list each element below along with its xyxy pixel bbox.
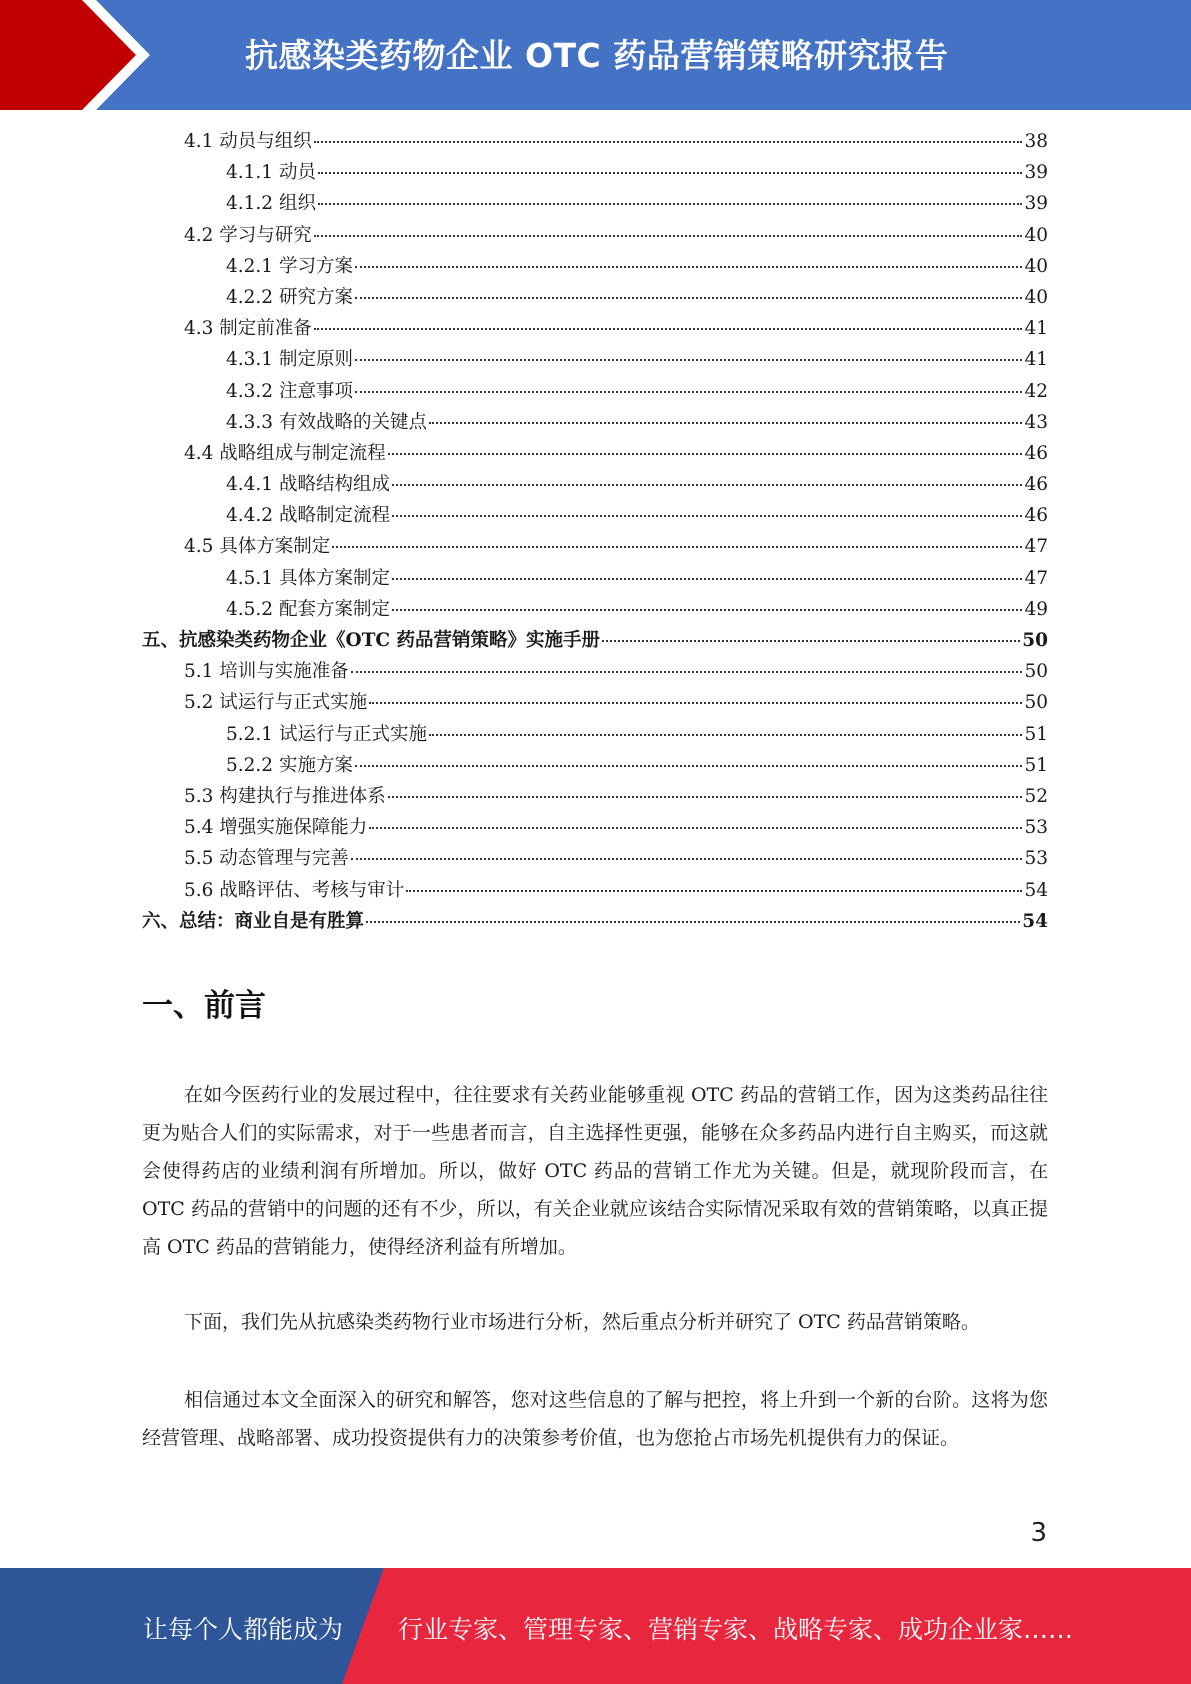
toc-dot-leader xyxy=(392,515,1022,517)
toc-entry-title: 五、抗感染类药物企业《OTC 药品营销策略》实施手册 xyxy=(142,630,601,651)
toc-entry-page: 47 xyxy=(1024,567,1048,589)
toc-dot-leader xyxy=(602,640,1020,642)
toc-entry[interactable] xyxy=(142,907,1048,938)
toc-entry[interactable] xyxy=(142,688,1048,719)
toc-entry-title: 5.3 构建执行与推进体系 xyxy=(184,785,386,807)
toc-entry-title: 5.5 动态管理与完善 xyxy=(184,848,349,870)
section-heading: 一、前言 xyxy=(142,988,266,1024)
toc-entry-page: 46 xyxy=(1024,505,1048,527)
toc-dot-leader xyxy=(355,391,1023,393)
toc-entry[interactable] xyxy=(142,876,1048,907)
toc-entry[interactable] xyxy=(142,314,1048,345)
toc-entry-page: 42 xyxy=(1024,380,1048,402)
toc-entry[interactable] xyxy=(142,564,1048,595)
toc-entry[interactable] xyxy=(142,844,1048,875)
toc-entry[interactable] xyxy=(142,595,1048,626)
toc-entry-page: 52 xyxy=(1024,785,1048,807)
toc-entry-title: 4.3.3 有效战略的关键点 xyxy=(226,411,427,433)
toc-entry[interactable] xyxy=(142,720,1048,751)
toc-entry-title: 六、总结：商业自是有胜算 xyxy=(142,910,365,932)
toc-entry-page: 43 xyxy=(1024,411,1048,433)
toc-entry-title: 4.5.2 配套方案制定 xyxy=(226,598,390,620)
toc-dot-leader xyxy=(355,266,1023,268)
header-banner xyxy=(0,0,1191,110)
intro-paragraph-3: 相信通过本文全面深入的研究和解答，您对这些信息的了解与把控，将上升到一个新的台阶。这将为您经营管理、战略部署、成功投资提供有力的决策参考价值，也为您抢占市场先机提供有力的保证。 xyxy=(142,1389,1048,1449)
toc-entry-title: 4.3.2 注意事项 xyxy=(226,380,353,402)
toc-entry-page: 53 xyxy=(1024,817,1048,839)
toc-dot-leader xyxy=(406,890,1022,892)
toc-dot-leader xyxy=(351,858,1023,860)
toc-entry-title: 4.1 动员与组织 xyxy=(184,131,312,152)
toc-dot-leader xyxy=(355,359,1023,361)
toc-dot-leader xyxy=(355,297,1023,299)
footer-slogan: 让每个人都能成为 xyxy=(143,1615,344,1644)
toc-entry-page: 49 xyxy=(1024,598,1048,620)
toc-entry-title: 4.3.1 制定原则 xyxy=(226,349,353,371)
toc-entry-title: 5.1 培训与实施准备 xyxy=(184,661,349,683)
toc-entry-title: 4.5 具体方案制定 xyxy=(184,536,331,558)
toc-entry[interactable] xyxy=(142,782,1048,813)
toc-entry-title: 4.4.2 战略制定流程 xyxy=(226,505,390,527)
toc-entry-title: 4.5.1 具体方案制定 xyxy=(226,567,390,589)
toc-entry-page: 39 xyxy=(1024,193,1048,215)
toc-entry-page: 39 xyxy=(1024,162,1048,184)
table-of-contents xyxy=(142,127,1048,938)
toc-entry-title: 5.2 试运行与正式实施 xyxy=(184,692,368,714)
toc-dot-leader xyxy=(314,235,1023,237)
intro-paragraph-1: 在如今医药行业的发展过程中，往往要求有关药业能够重视 OTC 药品的营销工作，因为这类药品往往更为贴合人们的实际需求，对于一些患者而言，自主选择性更强，能够在众多药品内进行自主购买，而这就会使得药店的业绩利润有所增加。所以，做好 OTC 药品的营销工作尤为关键。但是，就现阶段而言，在 OTC 药品的营销中的问题的还有不少，所以，有关企业就应该结合实际情况采取有效的营销策略，以真正提高 OTC 药品的营销能力，使得经济利益有所增加。 xyxy=(142,1084,1048,1258)
footer-expert-list: 行业专家、管理专家、营销专家、战略专家、成功企业家…… xyxy=(398,1615,1074,1644)
toc-entry-page: 38 xyxy=(1024,131,1048,152)
toc-entry-title: 4.4.1 战略结构组成 xyxy=(226,474,390,496)
toc-entry[interactable] xyxy=(142,813,1048,844)
toc-entry-page: 51 xyxy=(1024,754,1048,776)
intro-paragraph-2: 下面，我们先从抗感染类药物行业市场进行分析，然后重点分析并研究了 OTC 药品营销策略。 xyxy=(184,1311,980,1333)
toc-entry-title: 4.1.1 动员 xyxy=(226,162,316,184)
toc-entry[interactable] xyxy=(142,501,1048,532)
toc-dot-leader xyxy=(392,609,1022,611)
toc-entry-title: 5.2.2 实施方案 xyxy=(226,754,353,776)
toc-dot-leader xyxy=(429,422,1022,424)
toc-entry-page: 50 xyxy=(1024,661,1048,683)
toc-entry[interactable] xyxy=(142,657,1048,688)
toc-entry-page: 53 xyxy=(1024,848,1048,870)
toc-entry-page: 54 xyxy=(1022,910,1048,932)
toc-entry[interactable] xyxy=(142,626,1048,657)
toc-entry[interactable] xyxy=(142,127,1048,158)
toc-entry-page: 50 xyxy=(1022,630,1048,651)
toc-dot-leader xyxy=(332,546,1022,548)
toc-entry-page: 40 xyxy=(1024,286,1048,308)
toc-entry-page: 51 xyxy=(1024,723,1048,745)
toc-entry[interactable] xyxy=(142,408,1048,439)
toc-entry[interactable] xyxy=(142,751,1048,782)
toc-entry[interactable] xyxy=(142,439,1048,470)
toc-dot-leader xyxy=(314,141,1023,143)
toc-entry-title: 5.4 增强实施保障能力 xyxy=(184,817,368,839)
report-title: 抗感染类药物企业 OTC 药品营销策略研究报告 xyxy=(245,36,949,75)
toc-entry[interactable] xyxy=(142,252,1048,283)
toc-dot-leader xyxy=(318,203,1023,205)
toc-entry-page: 46 xyxy=(1024,474,1048,496)
toc-entry[interactable] xyxy=(142,532,1048,563)
toc-entry[interactable] xyxy=(142,158,1048,189)
toc-entry-page: 40 xyxy=(1024,255,1048,277)
toc-entry-title: 4.3 制定前准备 xyxy=(184,318,312,340)
footer-banner xyxy=(0,1568,1191,1684)
toc-entry-title: 4.1.2 组织 xyxy=(226,193,316,215)
page-number: 3 xyxy=(1030,1518,1047,1548)
toc-dot-leader xyxy=(355,765,1023,767)
toc-dot-leader xyxy=(429,734,1022,736)
toc-entry-page: 54 xyxy=(1024,879,1048,901)
toc-dot-leader xyxy=(392,484,1022,486)
toc-entry-title: 4.2 学习与研究 xyxy=(184,224,312,246)
toc-dot-leader xyxy=(318,172,1023,174)
toc-dot-leader xyxy=(388,453,1023,455)
toc-entry-title: 4.4 战略组成与制定流程 xyxy=(184,442,386,464)
toc-dot-leader xyxy=(366,921,1020,923)
toc-entry-title: 4.2.2 研究方案 xyxy=(226,286,353,308)
toc-entry[interactable] xyxy=(142,345,1048,376)
toc-dot-leader xyxy=(369,702,1022,704)
toc-entry-title: 5.6 战略评估、考核与审计 xyxy=(184,879,405,901)
toc-entry-page: 41 xyxy=(1024,349,1048,371)
toc-entry[interactable] xyxy=(142,221,1048,252)
toc-dot-leader xyxy=(369,827,1022,829)
toc-entry[interactable] xyxy=(142,377,1048,408)
toc-entry[interactable] xyxy=(142,283,1048,314)
toc-entry-page: 40 xyxy=(1024,224,1048,246)
toc-entry-page: 41 xyxy=(1024,318,1048,340)
toc-entry[interactable] xyxy=(142,470,1048,501)
toc-entry-title: 5.2.1 试运行与正式实施 xyxy=(226,723,427,745)
toc-entry-title: 4.2.1 学习方案 xyxy=(226,255,353,277)
toc-entry-page: 50 xyxy=(1024,692,1048,714)
toc-dot-leader xyxy=(388,796,1023,798)
toc-entry[interactable] xyxy=(142,189,1048,220)
toc-dot-leader xyxy=(351,671,1023,673)
toc-dot-leader xyxy=(314,328,1023,330)
toc-entry-page: 47 xyxy=(1024,536,1048,558)
toc-dot-leader xyxy=(392,578,1022,580)
toc-entry-page: 46 xyxy=(1024,442,1048,464)
